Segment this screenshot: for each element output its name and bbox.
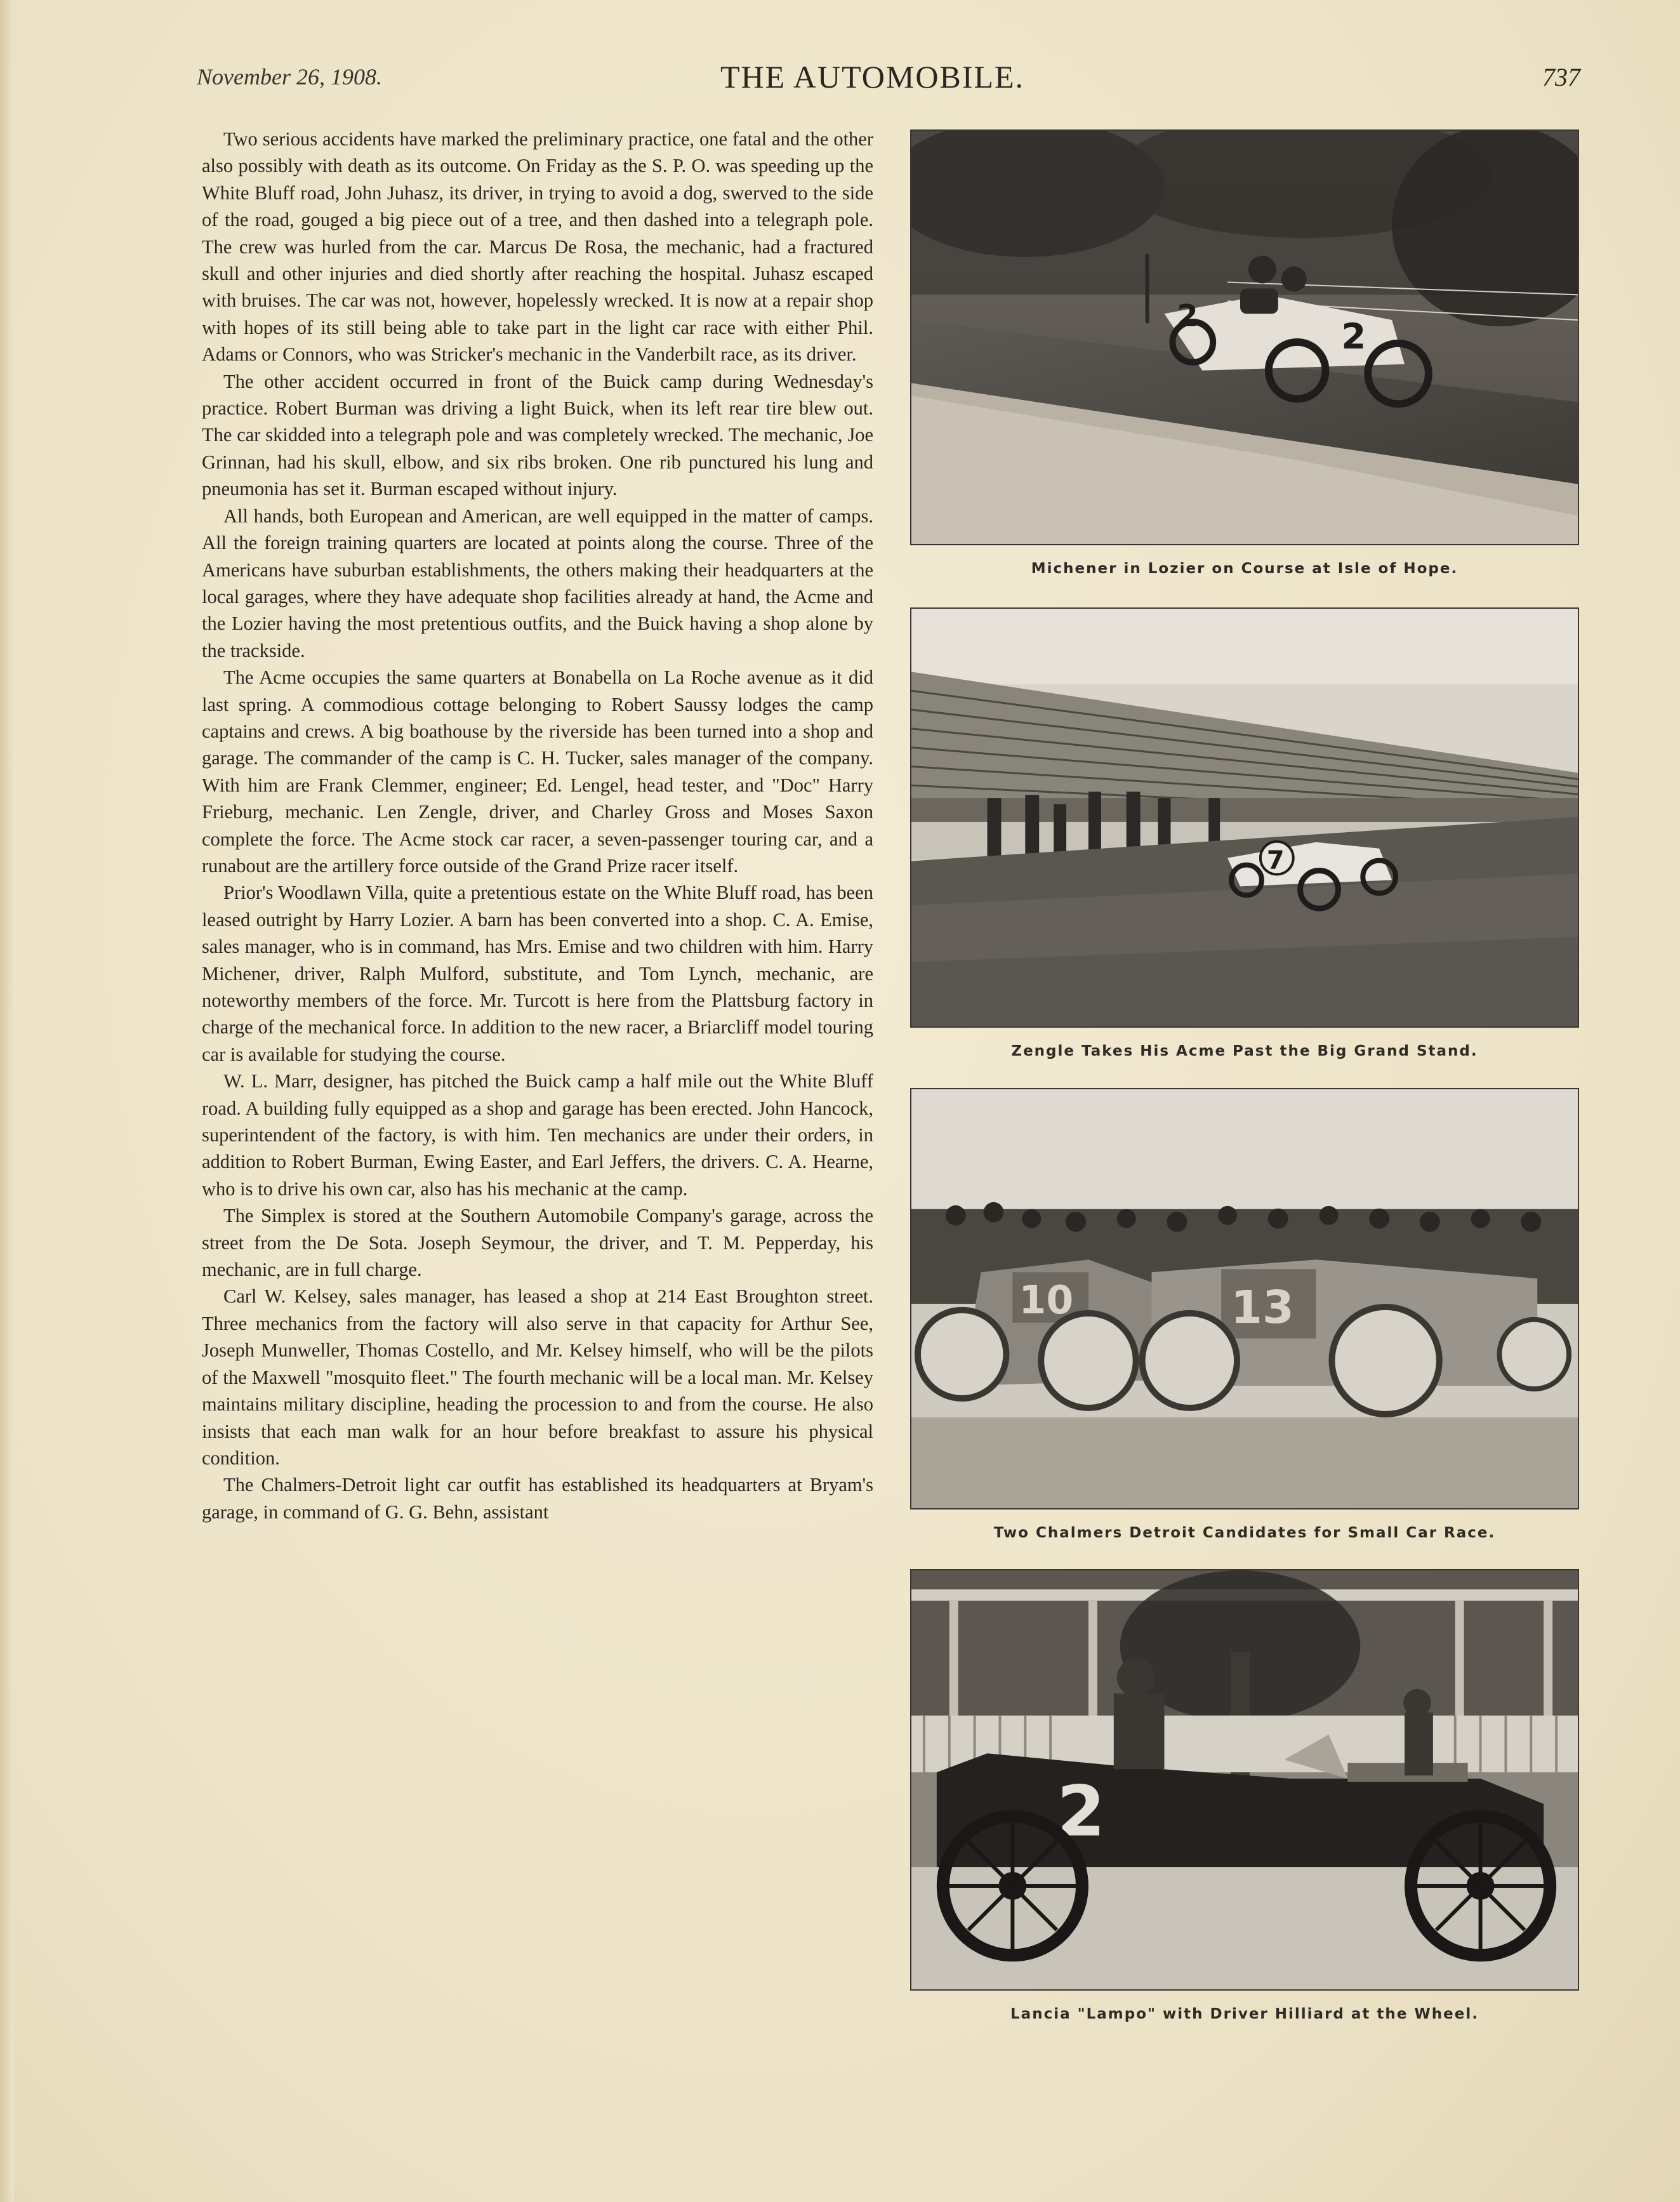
car-number: 7 xyxy=(1266,846,1285,875)
page-header xyxy=(197,58,1580,103)
article-paragraph: Two serious accidents have marked the preliminary practice, one fatal and the other also possibly with death as its outcome. On Friday as the S. P. O. was speeding up the White Bluff road, John Juhasz, its driver, in trying to avoid a dog, swerved to the side of the road, gouged a big piece out of a tree, and then dashed into a telegraph pole. The crew was hurled from the car. Marcus De Rosa, the mechanic, had a fractured skull and other injuries and died shortly after reaching the hospital. Juhasz escaped with bruises. The car was not, however, hopelessly wrecked. It is now at a repair shop with hopes of its still being able to take part in the light car race with either Phil. Adams or Connors, who was Stricker's mechanic in the Vanderbilt race, as its driver. xyxy=(202,128,873,366)
photo-acme-grandstand xyxy=(910,607,1579,1028)
article-paragraph: The other accident occurred in front of the Buick camp during Wednesday's practice. Robert Burman was driving a light Buick, when its left rear tire blew out. The car skidded into a telegraph pole and was completely wrecked. The mechanic, Joe Grinnan, had his skull, elbow, and six ribs broken. One rib punctured his lung and pneumonia has set it. Burman escaped without injury. xyxy=(202,370,873,500)
figure-caption: Michener in Lozier on Course at Isle of Hope. xyxy=(1031,560,1458,577)
page-binding-edge xyxy=(0,0,14,2202)
figure-caption: Zengle Takes His Acme Past the Big Grand Stand. xyxy=(1011,1043,1478,1059)
photo-lancia-lampo xyxy=(910,1569,1579,1991)
car-number: 10 xyxy=(1019,1277,1074,1323)
car-number: 2 xyxy=(1341,315,1366,357)
article-paragraph: Carl W. Kelsey, sales manager, has leased a shop at 214 East Broughton street. Three mechanics from the factory will also serve in that capacity for Arthur See, Joseph Munweller, Thomas Costello, and Mr. Kelsey himself, who will be the pilots of the Maxwell "mosquito fleet." The fourth mechanic will be a local man. Mr. Kelsey maintains military discipline, heading the procession to and from the course. He also insists that each man walk for an hour before breakfast to assure his physical condition. xyxy=(202,1285,873,1469)
article-paragraph: All hands, both European and American, are well equipped in the matter of camps. All the foreign training quarters are located at points along the course. Three of the Americans have suburban establishments, the others making their headquarters at the local garages, where they have adequate shop facilities already at hand, the Acme and the Lozier having the most pretentious outfits, and the Buick having a shop alone by the trackside. xyxy=(202,505,873,661)
figure-lancia-lampo xyxy=(910,1569,1579,2022)
photo-lozier-on-course xyxy=(910,129,1579,545)
car-number: 13 xyxy=(1231,1280,1294,1334)
article-paragraph: The Acme occupies the same quarters at Bonabella on La Roche avenue as it did last spring. A commodious cottage belonging to Robert Saussy lodges the camp captains and crews. A big boathouse by the riverside has been turned into a shop and garage. The commander of the camp is C. H. Tucker, sales manager of the company. With him are Frank Clemmer, engineer; Ed. Lengel, head tester, and "Doc" Harry Frieburg, mechanic. Len Zengle, driver, and Charley Gross and Moses Saxon complete the force. The Acme stock car racer, a seven-passenger touring car, and a runabout are the artillery force outside of the Grand Prize racer itself. xyxy=(202,667,873,877)
car-number: 2 xyxy=(1057,1770,1106,1852)
article-text-column xyxy=(202,126,873,2030)
issue-date: November 26, 1908. xyxy=(197,64,382,90)
figure-lozier xyxy=(910,129,1579,577)
page-number: 737 xyxy=(1542,63,1580,91)
figure-caption: Lancia "Lampo" with Driver Hilliard at the Wheel. xyxy=(1010,2006,1479,2022)
publication-title: THE AUTOMOBILE. xyxy=(720,59,1025,95)
figure-caption: Two Chalmers Detroit Candidates for Small Car Race. xyxy=(993,1525,1496,1541)
car-number: 2 xyxy=(1177,299,1198,335)
figure-chalmers-detroit xyxy=(910,1088,1579,1541)
photo-chalmers-detroit xyxy=(910,1088,1579,1509)
figure-acme-grandstand xyxy=(910,607,1579,1059)
article-paragraph: Prior's Woodlawn Villa, quite a pretentious estate on the White Bluff road, has been leased outright by Harry Lozier. A barn has been converted into a shop. C. A. Emise, sales manager, who is in command, has Mrs. Emise and two children with him. Harry Michener, driver, Ralph Mulford, substitute, and Tom Lynch, mechanic, are noteworthy members of the force. Mr. Turcott is here from the Plattsburg factory in charge of the mechanical force. In addition to the new racer, a Briarcliff model touring car is available for studying the course. xyxy=(202,882,873,1065)
article-paragraph: The Chalmers-Detroit light car outfit has established its headquarters at Bryam's garage, in command of G. G. Behn, assistant xyxy=(202,1474,873,1523)
article-paragraph: W. L. Marr, designer, has pitched the Buick camp a half mile out the White Bluff road. A building fully equipped as a shop and garage has been erected. John Hancock, superintendent of the factory, is with him. Ten mechanics are under their orders, in addition to Robert Burman, Ewing Easter, and Earl Jeffers, the drivers. C. A. Hearne, who is to drive his own car, also has his mechanic at the camp. xyxy=(202,1070,873,1200)
article-paragraph: The Simplex is stored at the Southern Automobile Company's garage, across the street from the De Sota. Joseph Seymour, the driver, and T. M. Pepperday, his mechanic, are in full charge. xyxy=(202,1205,873,1281)
